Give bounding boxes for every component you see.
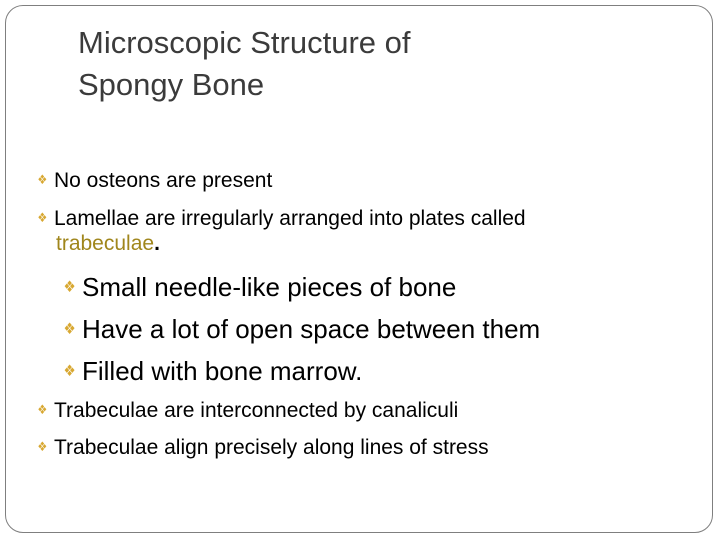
bullet-item: [36, 167, 272, 194]
title-line-2: Spongy Bone: [78, 67, 265, 102]
bullet-icon: ❖: [63, 321, 76, 338]
sub-bullet-item: [62, 313, 540, 346]
bullet-text: Lamellae are irregularly arranged into plates called: [54, 207, 526, 230]
bullet-icon: ❖: [63, 363, 76, 380]
sub-bullet-item: [62, 271, 456, 304]
bullet-icon: ❖: [37, 210, 48, 225]
bullet-text: No osteons are present: [54, 169, 273, 192]
bullet-text: Trabeculae align precisely along lines of stress: [54, 436, 489, 459]
bullet-icon: ❖: [37, 439, 48, 454]
bullet-text: Have a lot of open space between them: [82, 314, 541, 344]
bullet-continuation: [56, 231, 160, 257]
bullet-text: Filled with bone marrow.: [82, 356, 363, 386]
bullet-item: [36, 205, 526, 232]
bullet-icon: ❖: [63, 279, 76, 296]
bullet-item: [36, 397, 458, 424]
title-line-1: Microscopic Structure of: [78, 25, 411, 60]
bullet-icon: ❖: [37, 172, 48, 187]
bullet-text: Small needle-like pieces of bone: [82, 272, 457, 302]
bullet-text: Trabeculae are interconnected by canaliculi: [54, 399, 459, 422]
term-suffix: .: [154, 232, 160, 255]
bullet-icon: ❖: [37, 402, 48, 417]
sub-bullet-item: [62, 355, 362, 388]
bullet-item: [36, 434, 489, 461]
slide-title: [78, 22, 638, 106]
highlight-term: trabeculae: [56, 232, 155, 255]
